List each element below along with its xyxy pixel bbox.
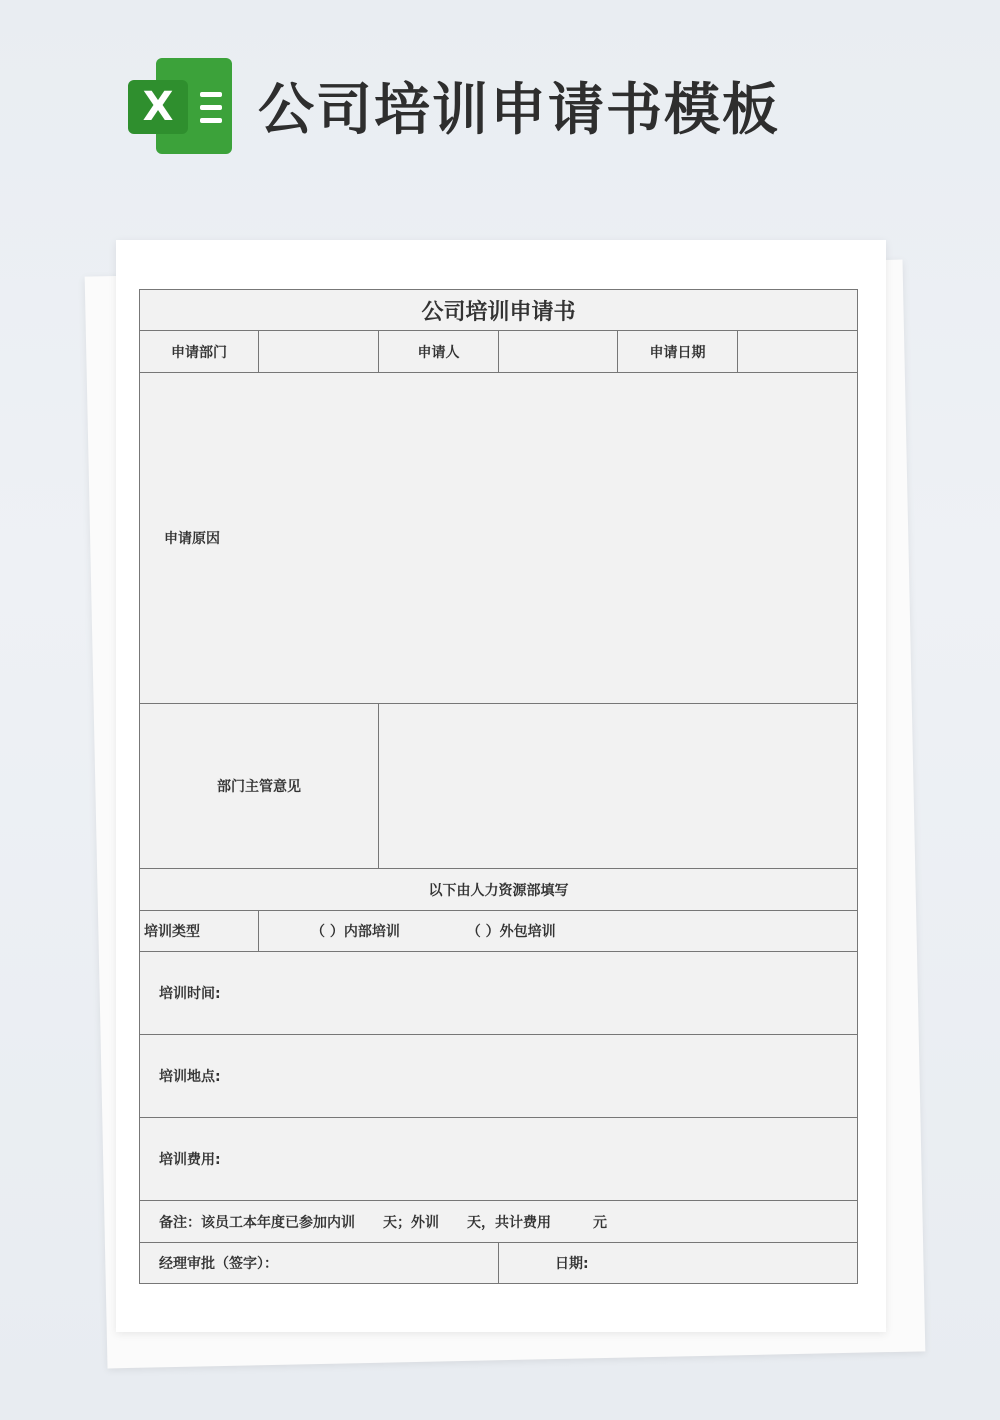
approval-date-field[interactable]: 日期: — [499, 1243, 858, 1284]
application-date-label: 申请日期 — [618, 331, 738, 373]
form-title: 公司培训申请书 — [140, 290, 858, 331]
reason-label: 申请原因 — [140, 373, 259, 704]
manager-opinion-label: 部门主管意见 — [140, 704, 379, 869]
external-training-option[interactable]: （ ）外包培训 — [466, 924, 556, 940]
department-field[interactable] — [259, 331, 379, 373]
excel-icon-badge: X — [128, 80, 188, 134]
department-label: 申请部门 — [140, 331, 259, 373]
manager-approval-field[interactable]: 经理审批（签字）： — [140, 1243, 499, 1284]
training-type-label: 培训类型 — [140, 911, 259, 952]
excel-icon — [128, 58, 232, 154]
training-cost-field[interactable]: 培训费用: — [140, 1118, 858, 1201]
applicant-field[interactable] — [499, 331, 618, 373]
applicant-label: 申请人 — [379, 331, 499, 373]
training-time-field[interactable]: 培训时间: — [140, 952, 858, 1035]
page-title: 公司培训申请书模板 — [258, 78, 780, 143]
reason-field[interactable] — [259, 373, 858, 704]
manager-opinion-field[interactable] — [379, 704, 858, 869]
page-header — [128, 58, 780, 154]
internal-training-option[interactable]: （ ）内部培训 — [311, 924, 400, 940]
application-date-field[interactable] — [738, 331, 858, 373]
hr-section-label: 以下由人力资源部填写 — [140, 869, 858, 911]
training-location-field[interactable]: 培训地点: — [140, 1035, 858, 1118]
excel-icon-lines — [200, 92, 222, 131]
training-type-options — [259, 911, 858, 952]
note-field: 备注：该员工本年度已参加内训 天；外训 天，共计费用 元 — [140, 1201, 858, 1243]
training-application-form — [139, 289, 858, 1284]
